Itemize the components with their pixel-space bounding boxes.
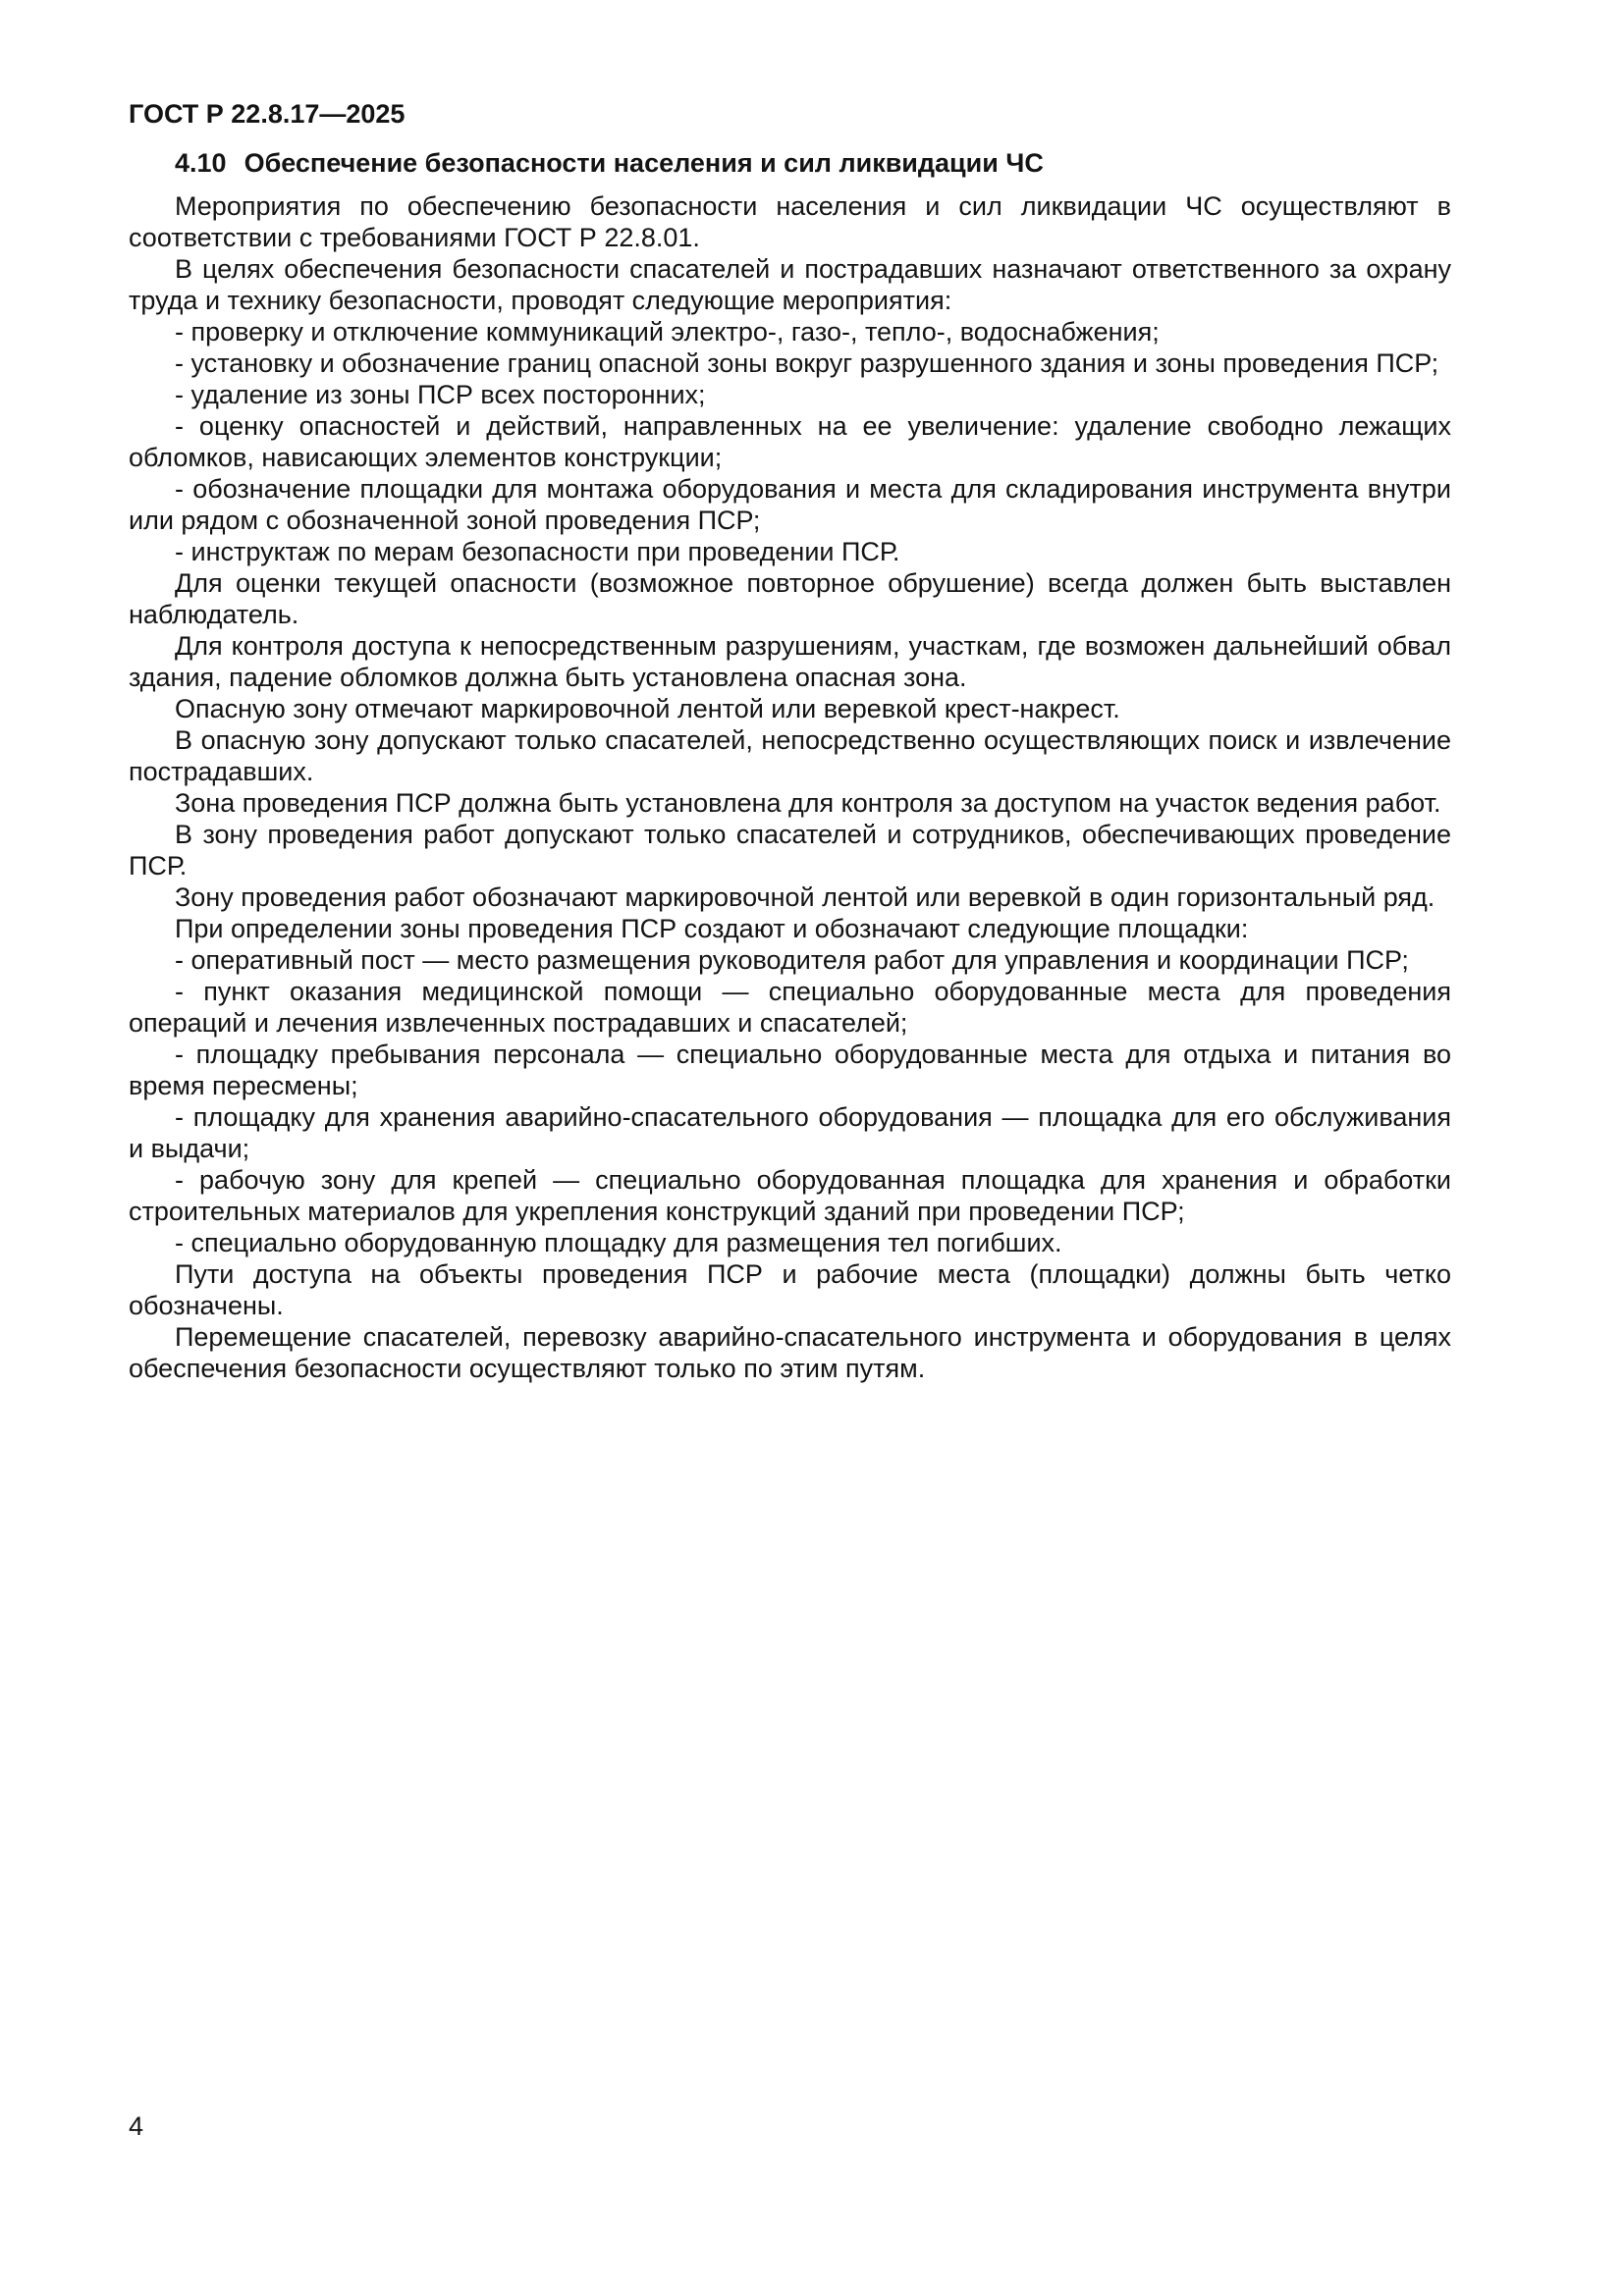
paragraph: В зону проведения работ допускают только спасателей и сотрудников, обеспечивающих проведение ПСР. bbox=[129, 820, 1451, 881]
section-heading bbox=[129, 147, 1451, 179]
paragraph: Для контроля доступа к непосредственным разрушениям, участкам, где возможен дальнейший обвал здания, падение обломков должна быть установлена опасная зона. bbox=[129, 631, 1451, 692]
paragraph: - специально оборудованную площадку для размещения тел погибших. bbox=[175, 1228, 1062, 1257]
paragraph: Перемещение спасателей, перевозку аварийно-спасательного инструмента и оборудования в целях обеспечения безопасности осуществляют только по этим путям. bbox=[129, 1322, 1451, 1383]
paragraph: - обозначение площадки для монтажа оборудования и места для складирования инструмента внутри или рядом с обозначенной зоной проведения ПСР; bbox=[129, 474, 1451, 535]
paragraph: - удаление из зоны ПСР всех посторонних; bbox=[175, 380, 706, 409]
paragraph: - проверку и отключение коммуникаций электро-, газо-, тепло-, водоснабжения; bbox=[175, 317, 1160, 347]
paragraph: В опасную зону допускают только спасателей, непосредственно осуществляющих поиск и извлечение пострадавших. bbox=[129, 725, 1451, 786]
paragraph: Зона проведения ПСР должна быть установлена для контроля за доступом на участок ведения работ. bbox=[175, 788, 1441, 818]
paragraph: - оперативный пост — место размещения руководителя работ для управления и координации ПСР; bbox=[175, 945, 1409, 975]
section-body bbox=[129, 190, 1451, 1384]
paragraph: - оценку опасностей и действий, направленных на ее увеличение: удаление свободно лежащих обломков, нависающих элементов конструкции; bbox=[129, 411, 1451, 472]
paragraph: Пути доступа на объекты проведения ПСР и рабочие места (площадки) должны быть четко обозначены. bbox=[129, 1259, 1451, 1320]
paragraph: - рабочую зону для крепей — специально оборудованная площадка для хранения и обработки строительных материалов для укрепления конструкций зданий при проведении ПСР; bbox=[129, 1165, 1451, 1226]
paragraph: - площадку для хранения аварийно-спасательного оборудования — площадка для его обслуживания и выдачи; bbox=[129, 1102, 1451, 1163]
paragraph: В целях обеспечения безопасности спасателей и пострадавших назначают ответственного за охрану труда и технику безопасности, проводят следующие мероприятия: bbox=[129, 254, 1451, 315]
paragraph: - инструктаж по мерам безопасности при проведении ПСР. bbox=[175, 537, 900, 566]
paragraph: - площадку пребывания персонала — специально оборудованные места для отдыха и питания во время пересмены; bbox=[129, 1040, 1451, 1100]
section-title: Обеспечение безопасности населения и сил ликвидации ЧС bbox=[244, 148, 1044, 178]
paragraph: - установку и обозначение границ опасной зоны вокруг разрушенного здания и зоны проведения ПСР; bbox=[175, 348, 1439, 378]
page-number: 4 bbox=[129, 2111, 144, 2141]
document-header: ГОСТ Р 22.8.17—2025 bbox=[129, 99, 406, 129]
paragraph: Мероприятия по обеспечению безопасности населения и сил ликвидации ЧС осуществляют в соответствии с требованиями ГОСТ Р 22.8.01. bbox=[129, 191, 1451, 252]
paragraph: Опасную зону отмечают маркировочной лентой или веревкой крест-накрест. bbox=[175, 694, 1120, 723]
paragraph: - пункт оказания медицинской помощи — специально оборудованные места для проведения операций и лечения извлеченных пострадавших и спасателей; bbox=[129, 977, 1451, 1038]
section-number: 4.10 bbox=[175, 148, 227, 178]
paragraph: Для оценки текущей опасности (возможное повторное обрушение) всегда должен быть выставлен наблюдатель. bbox=[129, 568, 1451, 629]
paragraph: При определении зоны проведения ПСР создают и обозначают следующие площадки: bbox=[175, 914, 1249, 943]
paragraph: Зону проведения работ обозначают маркировочной лентой или веревкой в один горизонтальный ряд. bbox=[175, 882, 1435, 912]
